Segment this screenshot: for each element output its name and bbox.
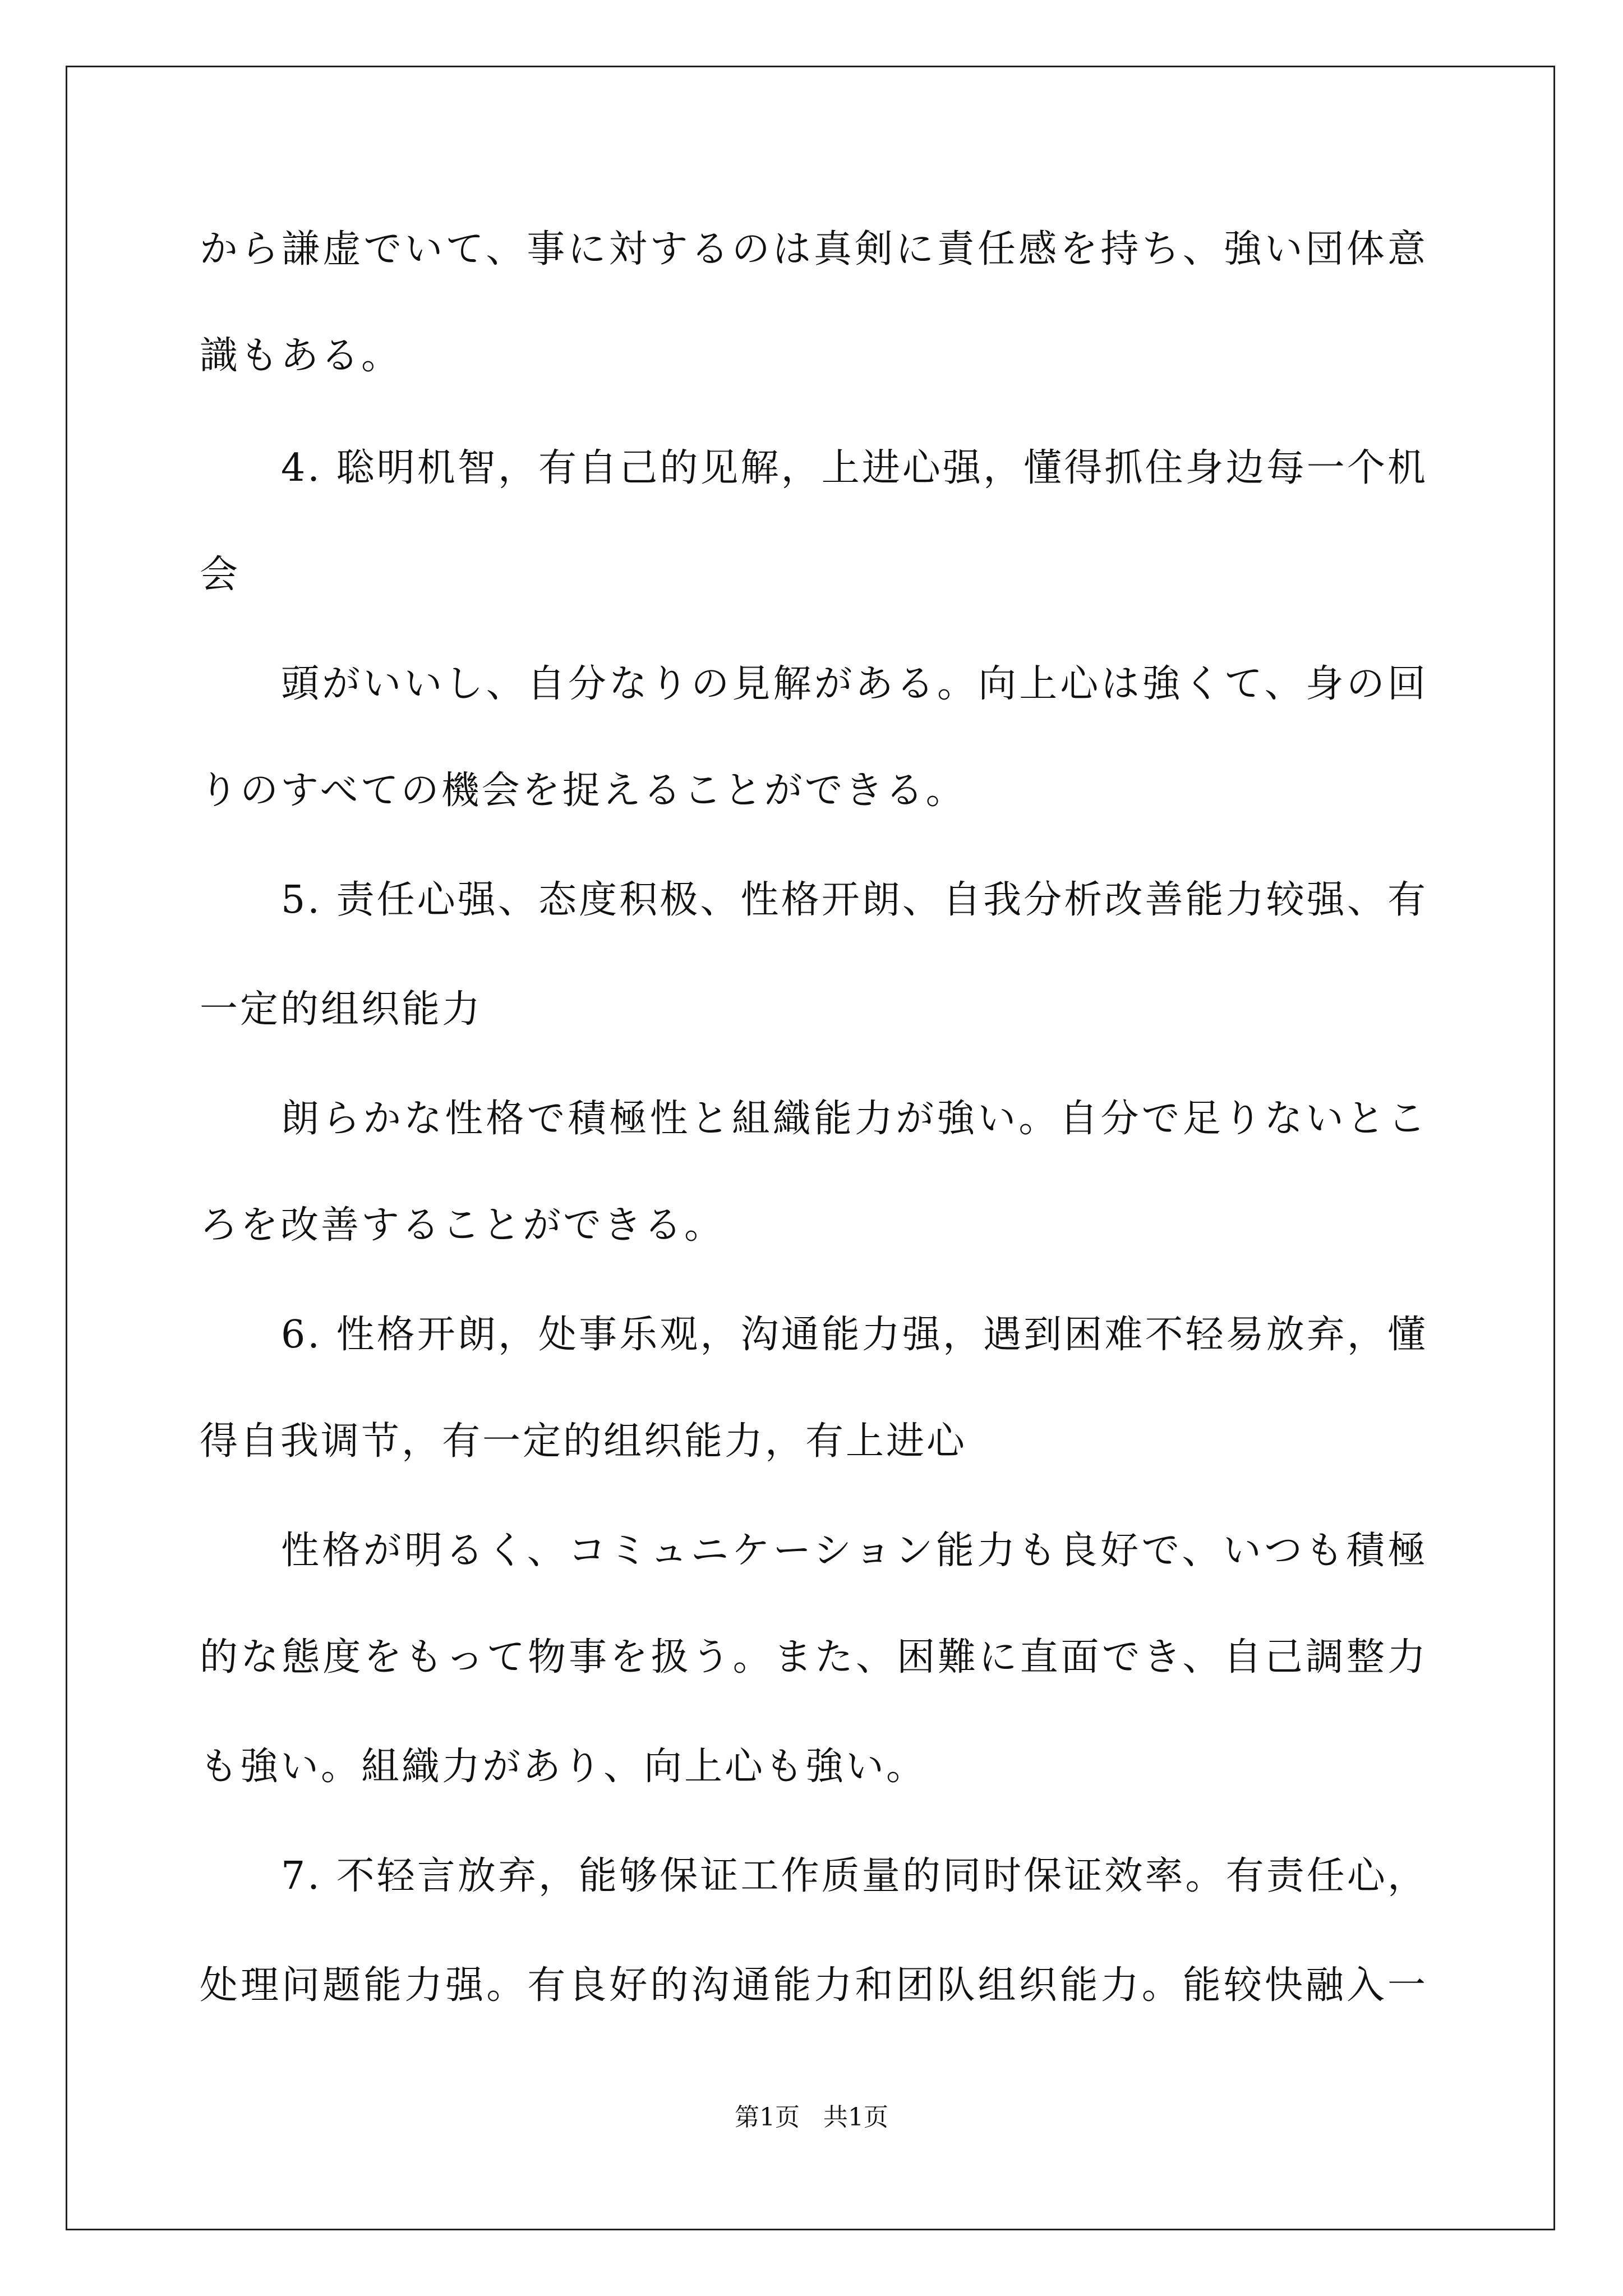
text-line-16: 7. 不轻言放弃，能够保证工作质量的同时保证效率。有责任心， (281, 1854, 1428, 1898)
text-line-17: 处理问题能力强。有良好的沟通能力和团队组织能力。能较快融入一 (200, 1963, 1428, 2008)
text-line-8: 一定的组织能力 (200, 987, 483, 1032)
text-line-2: 識もある。 (200, 334, 402, 378)
text-line-12: 得自我调节，有一定的组织能力，有上进心 (200, 1419, 967, 1464)
text-line-14: 的な態度をもって物事を扱う。また、困難に直面でき、自己調整力 (200, 1635, 1428, 1680)
text-line-11: 6. 性格开朗，处事乐观，沟通能力强，遇到困难不轻易放弃，懂 (281, 1313, 1428, 1357)
page-number-footer: 第1页 共1页 (735, 2103, 888, 2132)
text-line-1: から謙虚でいて、事に対するのは真剣に責任感を持ち、強い団体意 (200, 227, 1428, 272)
text-line-6: りのすべての機会を捉えることができる。 (200, 769, 966, 813)
text-line-3: 4. 聡明机智，有自己的见解，上进心强，懂得抓住身边每一个机 (281, 446, 1428, 490)
text-line-4: 会 (200, 553, 241, 597)
text-line-10: ろを改善することができる。 (200, 1203, 725, 1248)
text-line-9: 朗らかな性格で積極性と組織能力が強い。自分で足りないとこ (281, 1097, 1428, 1141)
text-line-5: 頭がいいし、自分なりの見解がある。向上心は強くて、身の回 (281, 662, 1428, 706)
text-line-13: 性格が明るく、コミュニケーション能力も良好で、いつも積極 (281, 1529, 1428, 1573)
page-border (66, 66, 1555, 2230)
text-line-15: も強い。組織力があり、向上心も強い。 (200, 1745, 927, 1789)
text-line-7: 5. 责任心强、态度积极、性格开朗、自我分析改善能力较强、有 (281, 878, 1428, 922)
